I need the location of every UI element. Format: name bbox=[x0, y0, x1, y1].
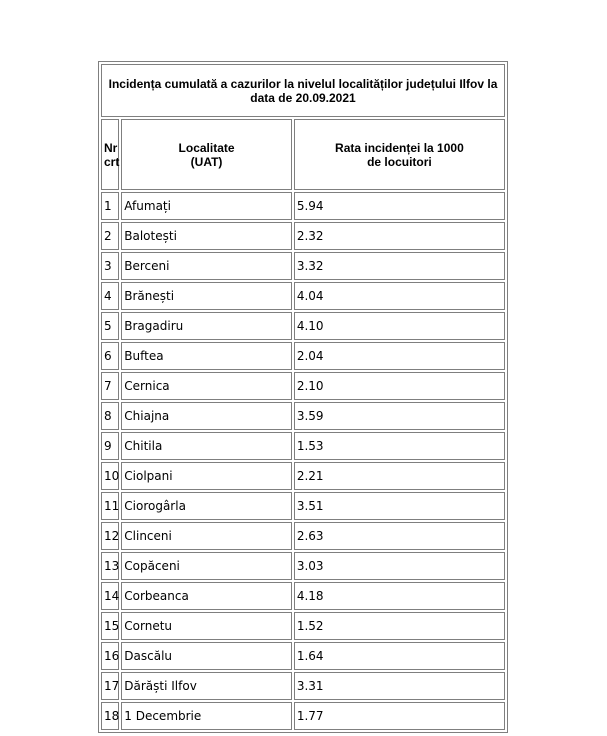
table-row bbox=[101, 552, 505, 580]
cell-rata: 4.04 bbox=[294, 282, 505, 310]
cell-localitate: Ciorogârla bbox=[121, 492, 292, 520]
cell-nr-crt: 10 bbox=[101, 462, 119, 490]
cell-nr-crt: 3 bbox=[101, 252, 119, 280]
cell-nr-crt: 6 bbox=[101, 342, 119, 370]
cell-rata: 1.64 bbox=[294, 642, 505, 670]
cell-localitate: Buftea bbox=[121, 342, 292, 370]
header-nr-crt bbox=[101, 119, 119, 190]
cell-nr-crt: 11 bbox=[101, 492, 119, 520]
cell-nr-crt: 13 bbox=[101, 552, 119, 580]
table-row bbox=[101, 672, 505, 700]
cell-localitate: Chiajna bbox=[121, 402, 292, 430]
header-localitate-line1: Localitate bbox=[178, 140, 235, 155]
cell-localitate: Clinceni bbox=[121, 522, 292, 550]
cell-nr-crt: 4 bbox=[101, 282, 119, 310]
table-title-row bbox=[101, 64, 505, 117]
cell-localitate: Corbeanca bbox=[121, 582, 292, 610]
cell-rata: 4.18 bbox=[294, 582, 505, 610]
table-header-row bbox=[101, 119, 505, 190]
cell-localitate: Berceni bbox=[121, 252, 292, 280]
cell-localitate: Chitila bbox=[121, 432, 292, 460]
header-rata-line2: de locuitori bbox=[367, 154, 432, 169]
cell-nr-crt: 15 bbox=[101, 612, 119, 640]
cell-nr-crt: 8 bbox=[101, 402, 119, 430]
table-row bbox=[101, 612, 505, 640]
cell-nr-crt: 2 bbox=[101, 222, 119, 250]
cell-rata: 2.32 bbox=[294, 222, 505, 250]
cell-nr-crt: 17 bbox=[101, 672, 119, 700]
cell-localitate: Dascălu bbox=[121, 642, 292, 670]
cell-localitate: Copăceni bbox=[121, 552, 292, 580]
cell-localitate: Brănești bbox=[121, 282, 292, 310]
table-row bbox=[101, 372, 505, 400]
table-row bbox=[101, 252, 505, 280]
cell-nr-crt: 14 bbox=[101, 582, 119, 610]
cell-rata: 3.32 bbox=[294, 252, 505, 280]
cell-rata: 4.10 bbox=[294, 312, 505, 340]
cell-rata: 1.53 bbox=[294, 432, 505, 460]
cell-nr-crt: 12 bbox=[101, 522, 119, 550]
cell-localitate: 1 Decembrie bbox=[121, 702, 292, 730]
header-localitate-line2: (UAT) bbox=[190, 154, 223, 169]
cell-localitate: Ciolpani bbox=[121, 462, 292, 490]
table-row bbox=[101, 282, 505, 310]
table-row bbox=[101, 582, 505, 610]
header-nr-line1: Nr bbox=[104, 140, 118, 155]
table-row bbox=[101, 402, 505, 430]
cell-nr-crt: 16 bbox=[101, 642, 119, 670]
header-rata-line1: Rata incidenței la 1000 bbox=[335, 140, 464, 155]
table-row bbox=[101, 342, 505, 370]
cell-localitate: Dărăști Ilfov bbox=[121, 672, 292, 700]
cell-rata: 1.77 bbox=[294, 702, 505, 730]
cell-nr-crt: 1 bbox=[101, 192, 119, 220]
cell-nr-crt: 9 bbox=[101, 432, 119, 460]
cell-localitate: Balotești bbox=[121, 222, 292, 250]
table-row bbox=[101, 432, 505, 460]
table-row bbox=[101, 192, 505, 220]
table-row bbox=[101, 492, 505, 520]
cell-localitate: Afumați bbox=[121, 192, 292, 220]
header-rata bbox=[294, 119, 505, 190]
cell-nr-crt: 18 bbox=[101, 702, 119, 730]
cell-localitate: Bragadiru bbox=[121, 312, 292, 340]
cell-localitate: Cernica bbox=[121, 372, 292, 400]
table-title: Incidența cumulată a cazurilor la nivelul localităților județului Ilfov la data de 20.09.2021 bbox=[101, 64, 505, 117]
header-localitate bbox=[121, 119, 292, 190]
table-row bbox=[101, 312, 505, 340]
table-row bbox=[101, 462, 505, 490]
cell-rata: 2.63 bbox=[294, 522, 505, 550]
cell-rata: 2.10 bbox=[294, 372, 505, 400]
cell-nr-crt: 5 bbox=[101, 312, 119, 340]
cell-rata: 5.94 bbox=[294, 192, 505, 220]
cell-rata: 1.52 bbox=[294, 612, 505, 640]
cell-rata: 2.04 bbox=[294, 342, 505, 370]
table-body bbox=[101, 192, 505, 730]
table-row bbox=[101, 222, 505, 250]
table-row bbox=[101, 702, 505, 730]
cell-localitate: Cornetu bbox=[121, 612, 292, 640]
table-row bbox=[101, 522, 505, 550]
table-row bbox=[101, 642, 505, 670]
incidence-table bbox=[98, 61, 508, 733]
cell-rata: 3.31 bbox=[294, 672, 505, 700]
cell-rata: 3.59 bbox=[294, 402, 505, 430]
cell-rata: 3.51 bbox=[294, 492, 505, 520]
header-nr-line2: crt bbox=[104, 154, 120, 169]
cell-rata: 3.03 bbox=[294, 552, 505, 580]
cell-nr-crt: 7 bbox=[101, 372, 119, 400]
cell-rata: 2.21 bbox=[294, 462, 505, 490]
